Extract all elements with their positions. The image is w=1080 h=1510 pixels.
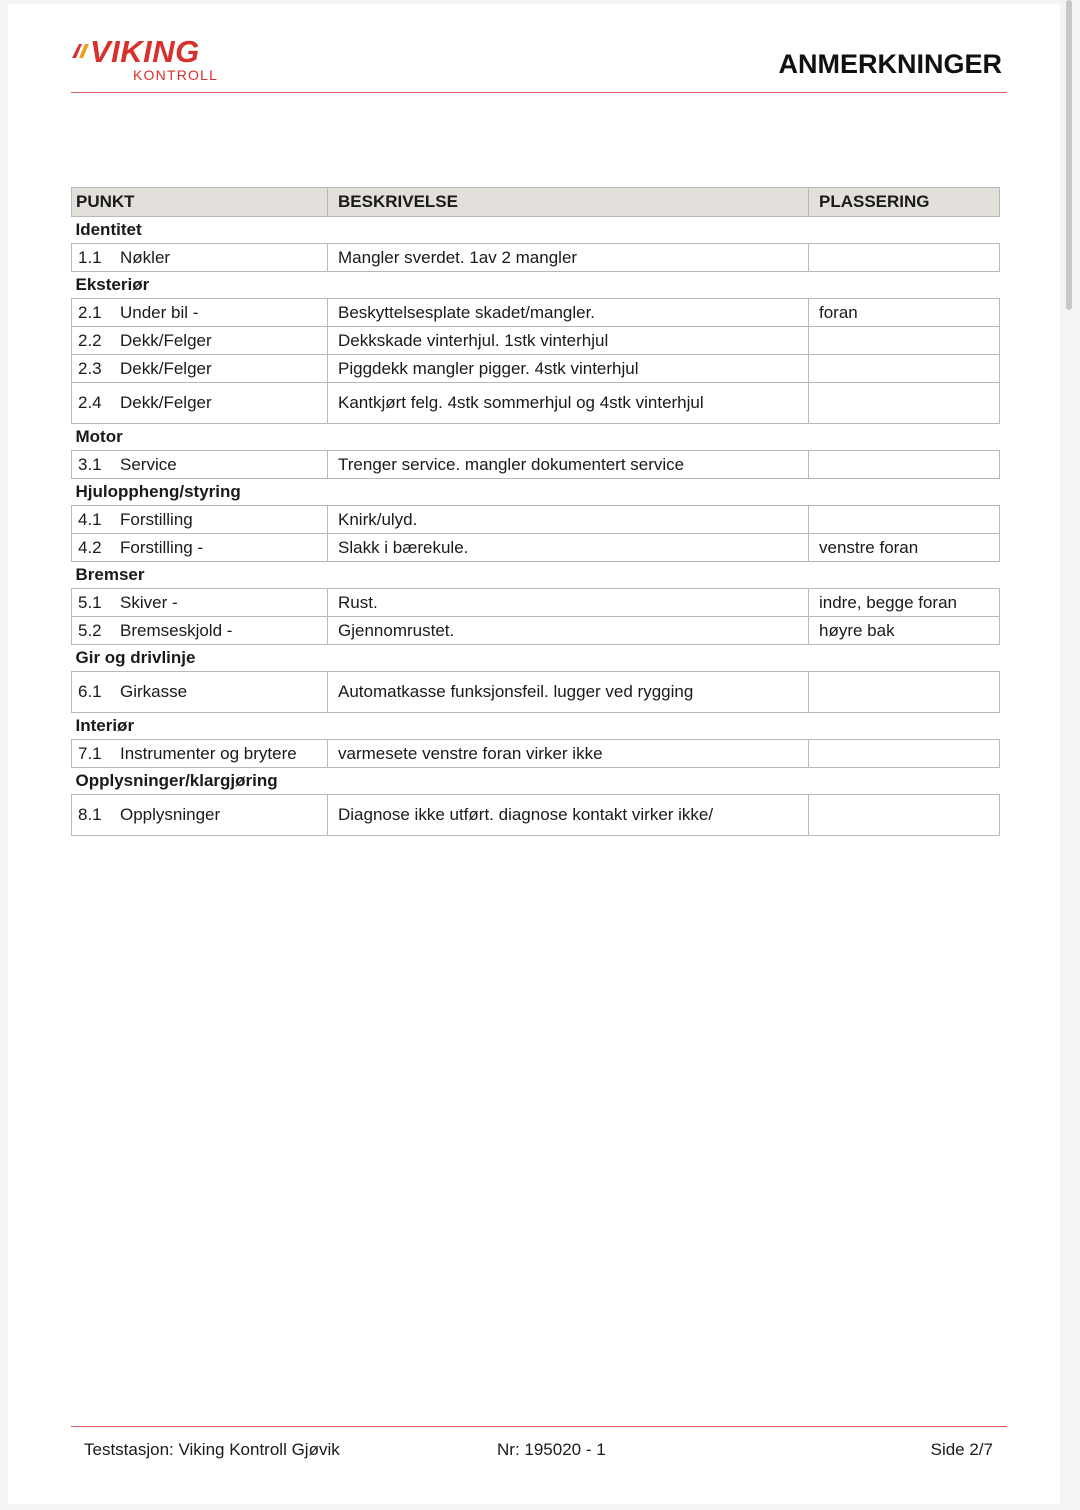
punkt-number: 2.3: [78, 358, 102, 378]
punkt-item: Nøkler: [120, 247, 171, 267]
section-title: Bremser: [72, 562, 1000, 589]
viking-kontroll-logo: [70, 32, 220, 86]
punkt-number: 5.2: [78, 620, 102, 640]
punkt-number: 2.4: [78, 393, 102, 412]
punkt-cell: [72, 617, 328, 645]
section-row: [72, 217, 1000, 244]
table-row: [72, 451, 1000, 479]
section-row: [72, 645, 1000, 672]
punkt-cell: [72, 672, 328, 713]
table-row: [72, 740, 1000, 768]
punkt-item: Skiver -: [120, 592, 178, 612]
punkt-number: 3.1: [78, 454, 102, 474]
punkt-item: Opplysninger: [120, 805, 221, 824]
table-row: [72, 506, 1000, 534]
section-title: Opplysninger/klargjøring: [72, 768, 1000, 795]
punkt-item: Dekk/Felger: [120, 358, 212, 378]
section-row: [72, 272, 1000, 299]
description-cell: Rust.: [328, 589, 809, 617]
punkt-item: Instrumenter og brytere: [120, 743, 297, 763]
punkt-number: 6.1: [78, 682, 102, 701]
punkt-item: Forstilling -: [120, 537, 204, 557]
description-cell: Piggdekk mangler pigger. 4stk vinterhjul: [328, 355, 809, 383]
table-row: [72, 795, 1000, 836]
document-page: [8, 4, 1060, 1504]
column-header-beskrivelse: BESKRIVELSE: [328, 188, 809, 217]
location-cell: venstre foran: [809, 534, 1000, 562]
description-cell: Trenger service. mangler dokumentert service: [328, 451, 809, 479]
page-title: ANMERKNINGER: [778, 49, 1002, 79]
description-cell: Slakk i bærekule.: [328, 534, 809, 562]
header-divider: [71, 92, 1007, 93]
punkt-item: Dekk/Felger: [120, 393, 212, 412]
punkt-number: 5.1: [78, 592, 102, 612]
punkt-cell: [72, 534, 328, 562]
punkt-cell: [72, 451, 328, 479]
scrollbar-thumb[interactable]: [1066, 0, 1072, 310]
punkt-number: 4.2: [78, 537, 102, 557]
punkt-cell: [72, 327, 328, 355]
section-title: Hjuloppheng/styring: [72, 479, 1000, 506]
description-cell: Kantkjørt felg. 4stk sommerhjul og 4stk vinterhjul: [328, 383, 809, 424]
punkt-item: Dekk/Felger: [120, 330, 212, 350]
section-title: Eksteriør: [72, 272, 1000, 299]
location-cell: [809, 795, 1000, 836]
location-cell: [809, 244, 1000, 272]
footer-divider: [71, 1426, 1007, 1427]
section-row: [72, 479, 1000, 506]
section-title: Motor: [72, 424, 1000, 451]
description-cell: Dekkskade vinterhjul. 1stk vinterhjul: [328, 327, 809, 355]
punkt-number: 2.2: [78, 330, 102, 350]
description-cell: Beskyttelsesplate skadet/mangler.: [328, 299, 809, 327]
footer-station: Teststasjon: Viking Kontroll Gjøvik: [84, 1440, 340, 1459]
logo-subtitle: KONTROLL: [133, 67, 219, 83]
punkt-number: 7.1: [78, 743, 102, 763]
description-cell: Mangler sverdet. 1av 2 mangler: [328, 244, 809, 272]
table-row: [72, 672, 1000, 713]
punkt-cell: [72, 355, 328, 383]
table-row: [72, 534, 1000, 562]
location-cell: [809, 451, 1000, 479]
punkt-cell: [72, 795, 328, 836]
location-cell: [809, 383, 1000, 424]
table-row: [72, 355, 1000, 383]
logo-word: VIKING: [90, 34, 200, 69]
description-cell: Automatkasse funksjonsfeil. lugger ved rygging: [328, 672, 809, 713]
table-row: [72, 299, 1000, 327]
punkt-item: Bremseskjold -: [120, 620, 233, 640]
description-cell: Diagnose ikke utført. diagnose kontakt virker ikke/: [328, 795, 809, 836]
description-cell: Gjennomrustet.: [328, 617, 809, 645]
remarks-table: [71, 187, 1000, 836]
table-row: [72, 327, 1000, 355]
column-header-punkt: PUNKT: [72, 188, 328, 217]
punkt-cell: [72, 244, 328, 272]
punkt-cell: [72, 740, 328, 768]
table-row: [72, 589, 1000, 617]
punkt-number: 8.1: [78, 805, 102, 824]
punkt-number: 2.1: [78, 302, 102, 322]
section-title: Identitet: [72, 217, 1000, 244]
location-cell: indre, begge foran: [809, 589, 1000, 617]
table-row: [72, 617, 1000, 645]
punkt-item: Girkasse: [120, 682, 188, 701]
location-cell: [809, 355, 1000, 383]
footer-number: Nr: 195020 - 1: [497, 1440, 606, 1459]
section-row: [72, 713, 1000, 740]
punkt-number: 1.1: [78, 247, 102, 267]
section-row: [72, 768, 1000, 795]
punkt-item: Forstilling: [120, 509, 193, 529]
punkt-item: Under bil -: [120, 302, 199, 322]
description-cell: varmesete venstre foran virker ikke: [328, 740, 809, 768]
punkt-cell: [72, 383, 328, 424]
section-row: [72, 424, 1000, 451]
table-row: [72, 244, 1000, 272]
logo-mark-icon: [70, 40, 92, 60]
punkt-cell: [72, 299, 328, 327]
punkt-cell: [72, 589, 328, 617]
location-cell: [809, 327, 1000, 355]
section-row: [72, 562, 1000, 589]
location-cell: foran: [809, 299, 1000, 327]
location-cell: [809, 672, 1000, 713]
punkt-item: Service: [120, 454, 177, 474]
punkt-number: 4.1: [78, 509, 102, 529]
location-cell: [809, 740, 1000, 768]
location-cell: høyre bak: [809, 617, 1000, 645]
location-cell: [809, 506, 1000, 534]
punkt-cell: [72, 506, 328, 534]
description-cell: Knirk/ulyd.: [328, 506, 809, 534]
section-title: Interiør: [72, 713, 1000, 740]
table-row: [72, 383, 1000, 424]
column-header-plassering: PLASSERING: [809, 188, 1000, 217]
table-header-row: [72, 188, 1000, 217]
section-title: Gir og drivlinje: [72, 645, 1000, 672]
footer-page: Side 2/7: [930, 1440, 993, 1459]
